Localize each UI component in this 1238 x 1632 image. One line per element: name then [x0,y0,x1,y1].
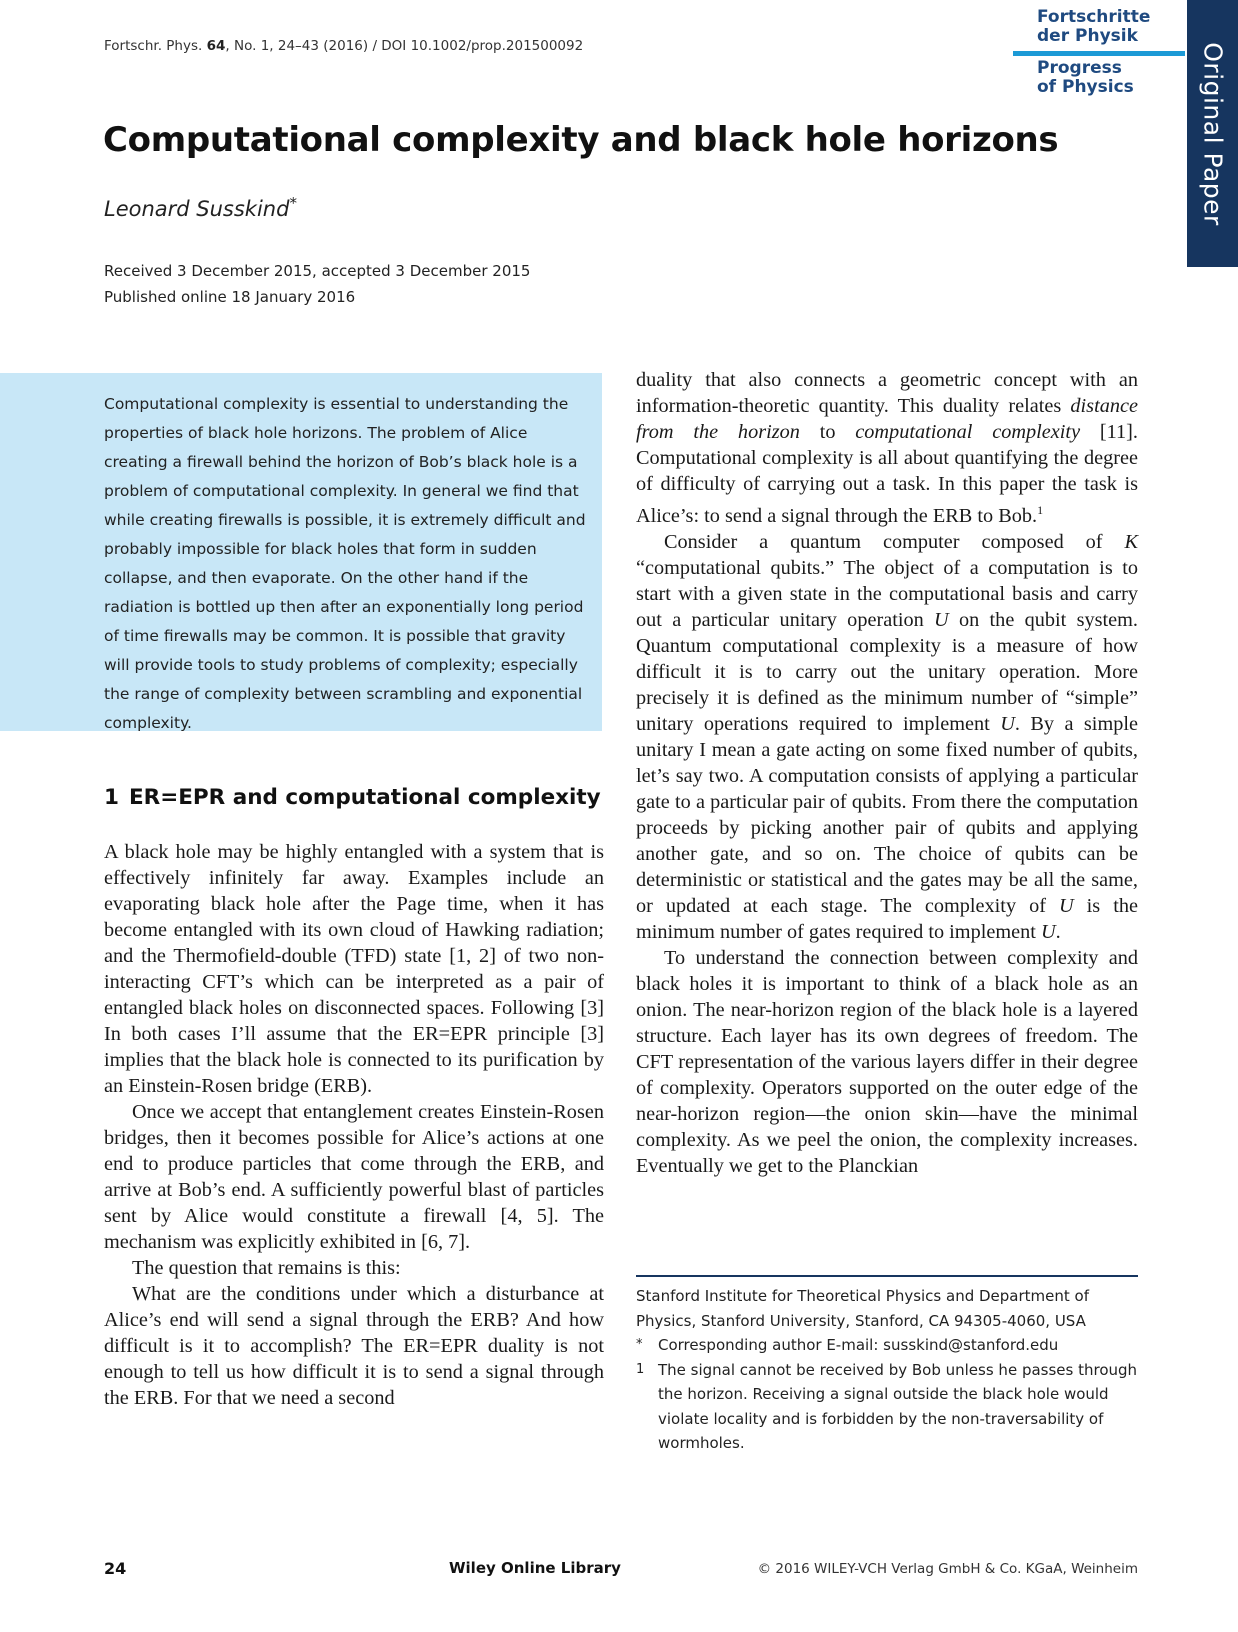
body-paragraph: Consider a quantum computer composed of K “computational qubits.” The object of a computation is to start with a given state in the computational basis and carry out a particular unitary operation U on the qubit system. Quantum computational complexity is a measure of how difficult it is to carry out the unitary operation. More precisely it is defined as the minimum number of “simple” unitary operations required to implement U. By a simple unitary I mean a gate acting on some fixed number of qubits, let’s say two. A computation consists of applying a particular gate to a particular pair of qubits. From there the computation proceeds by picking another pair of qubits and applying another gate, and so on. The choice of qubits can be deterministic or statistical and the gates may be all the same, or updated at each stage. The complexity of U is the minimum number of gates required to implement U. [636,530,1138,943]
article-dates [104,258,530,310]
brand-divider [1013,51,1185,56]
article-title: Computational complexity and black hole horizons [103,120,1059,160]
body-paragraph: To understand the connection between complexity and black holes it is important to think of a black hole as an onion. The near-horizon region of the black hole is a layered structure. Each layer has its own degrees of freedom. The CFT representation of the various layers differ in their degree of complexity. Operators supported on the outer edge of the near-horizon region—the onion skin—have the minimal complexity. As we peel the onion, the complexity increases. Eventually we get to the Planckian [636,946,1138,1177]
page-number: 24 [104,1559,127,1578]
footnotes [636,1284,1138,1456]
author [104,194,297,221]
body-column-left [104,839,604,1411]
body-paragraph: What are the conditions under which a disturbance at Alice’s end will send a signal through the ERB? And how difficult is it to accomplish? The ER=EPR duality is not enough to tell us how difficult it is to send a signal through the ERB. For that we need a second [104,1283,604,1409]
section-number: 1 [104,785,119,810]
brand-title-en-line2: of Physics [1037,77,1134,97]
journal-citation: Fortschr. Phys. 64, No. 1, 24–43 (2016) / DOI 10.1002/prop.201500092 [104,38,584,54]
copyright: © 2016 WILEY-VCH Verlag GmbH & Co. KGaA, Weinheim [757,1561,1138,1577]
publisher-library: Wiley Online Library [449,1559,621,1577]
article-type-label: Original Paper [1198,41,1227,226]
footnote-ref: 1 [1037,503,1044,517]
footnote-1: 1 The signal cannot be received by Bob unless he passes through the horizon. Receiving a signal outside the black hole would violate locality and is forbidden by the non-traversability of wormholes. [636,1358,1138,1456]
abstract-text: Computational complexity is essential to understanding the properties of black hole horizons. The problem of Alice creating a firewall behind the horizon of Bob’s black hole is a problem of computational complexity. In general we find that while creating firewalls is possible, it is extremely difficult and probably impossible for black holes that form in sudden collapse, and then evaporate. On the other hand if the radiation is bottled up then after an exponentially long period of time firewalls may be common. It is possible that gravity will provide tools to study problems of complexity; especially the range of complexity between scrambling and exponential complexity. [104,395,586,732]
footnote-mark: * [636,1337,643,1352]
section-heading [104,785,601,810]
author-name: Leonard Susskind [104,197,290,221]
brand-title-en-line1: Progress [1037,58,1122,78]
body-paragraph: duality that also connects a geometric concept with an information-theoretic quantity. This duality relates distance from the horizon to computational complexity [11]. Computational complexity is all about quantifying the degree of difficulty of carrying out a task. In this paper the task is Alice’s: to send a signal through the ERB to Bob.$^1$ [636,369,1138,527]
corresponding-author-note: * Corresponding author E-mail: susskind@stanford.edu [636,1333,1138,1358]
body-paragraph: A black hole may be highly entangled with a system that is effectively infinitely far away. Examples include an evaporating black hole after the Page time, when it has become entangled with its own cloud of Hawking radiation; and the Thermofield-double (TFD) state [1, 2] of two non-interacting CFT’s which can be interpreted as a pair of entangled black holes on disconnected spaces. Following [3] In both cases I’ll assume that the ER=EPR principle [3] implies that the black hole is connected to its purification by an Einstein-Rosen bridge (ERB). [104,841,604,1097]
brand-title-de-line1: Fortschritte [1037,7,1151,27]
received-date: Received 3 December 2015, accepted 3 December 2015 [104,262,531,280]
body-column-right [636,367,1138,1179]
journal-brand [1013,0,1185,110]
author-mark: * [289,194,297,212]
published-date: Published online 18 January 2016 [104,288,356,306]
article-type-tab [1187,0,1238,267]
footnote-mark: 1 [636,1361,645,1377]
brand-title-de-line2: der Physik [1037,26,1138,46]
body-paragraph: The question that remains is this: [132,1257,401,1279]
body-paragraph: Once we accept that entanglement creates Einstein-Rosen bridges, then it becomes possible for Alice’s actions at one end to produce particles that come through the ERB, and arrive at Bob’s end. A sufficiently powerful blast of particles sent by Alice would constitute a firewall [4, 5]. The mechanism was explicitly exhibited in [6, 7]. [104,1101,604,1253]
section-title: ER=EPR and computational complexity [128,785,601,810]
affiliation: Stanford Institute for Theoretical Physics and Department of Physics, Stanford University, Stanford, CA 94305-4060, USA [636,1287,1089,1330]
footnote-divider [636,1275,1138,1277]
